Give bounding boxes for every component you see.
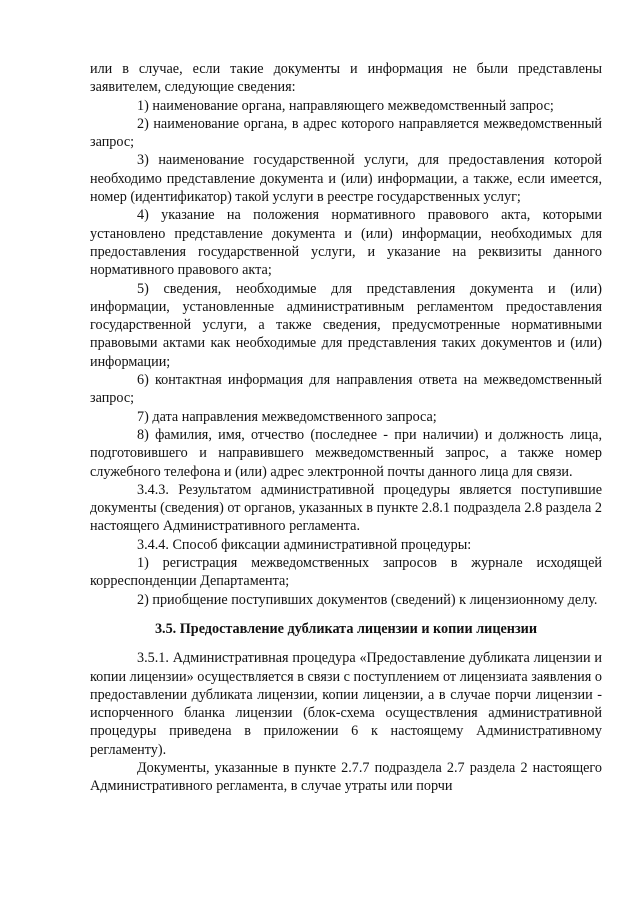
paragraph: 5) сведения, необходимые для представления документа и (или) информации, установленные административным регламентом предоставления государственной услуги, а также сведения, предусмотренные нормативными правовыми актами как необходимые для представления таких документов и (или) информации; bbox=[90, 280, 602, 370]
paragraph: 8) фамилия, имя, отчество (последнее - при наличии) и должность лица, подготовившего и направившего межведомственный запрос, а также номер служебного телефона и (или) адрес электронной почты данного лица для связи. bbox=[90, 426, 602, 480]
paragraphs-bottom bbox=[90, 649, 602, 795]
paragraphs-top bbox=[90, 60, 602, 609]
document-page bbox=[90, 60, 602, 796]
paragraph: 2) приобщение поступивших документов (сведений) к лицензионному делу. bbox=[137, 591, 598, 608]
paragraph: 3.4.4. Способ фиксации административной процедуры: bbox=[137, 536, 472, 553]
paragraph: Документы, указанные в пункте 2.7.7 подраздела 2.7 раздела 2 настоящего Административного регламента, в случае утраты или порчи bbox=[90, 759, 602, 795]
paragraph: или в случае, если такие документы и информация не были представлены заявителем, следующие сведения: bbox=[90, 61, 602, 96]
paragraph: 3.4.3. Результатом административной процедуры является поступившие документы (сведения) от органов, указанных в пункте 2.8.1 подраздела 2.8 раздела 2 настоящего Административного регламента. bbox=[90, 481, 602, 535]
paragraph: 2) наименование органа, в адрес которого направляется межведомственный запрос; bbox=[90, 115, 602, 151]
paragraph: 1) наименование органа, направляющего межведомственный запрос; bbox=[137, 97, 554, 114]
paragraph: 7) дата направления межведомственного запроса; bbox=[137, 408, 437, 425]
section-heading: 3.5. Предоставление дубликата лицензии и копии лицензии bbox=[154, 620, 538, 637]
paragraph: 3.5.1. Административная процедура «Предоставление дубликата лицензии и копии лицензии» осуществляется в связи с поступлением от лицензиата заявления о предоставлении дубликата лицензии, копии лицензии, а в случае порчи лицензии - испорченного бланка лицензии (блок-схема осуществления административной процедуры приведена в приложении 6 к настоящему Административному регламенту). bbox=[90, 650, 602, 758]
paragraph: 1) регистрация межведомственных запросов в журнале исходящей корреспонденции Департамента; bbox=[90, 555, 602, 590]
paragraph: 3) наименование государственной услуги, для предоставления которой необходимо представление документа и (или) информации, а также, если имеется, номер (идентификатор) такой услуги в реестре государственных услуг; bbox=[90, 152, 602, 206]
paragraph: 6) контактная информация для направления ответа на межведомственный запрос; bbox=[90, 372, 602, 407]
paragraph: 4) указание на положения нормативного правового акта, которыми установлено представление документа и (или) информации, необходимых для предоставления государственной услуги, и указание на реквизиты данного нормативного правового акта; bbox=[90, 207, 602, 279]
